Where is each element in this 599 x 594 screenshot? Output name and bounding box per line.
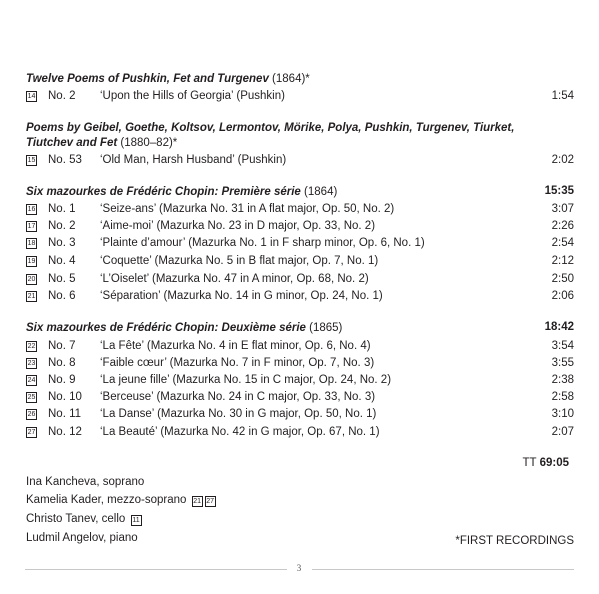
- track-number: 17: [27, 223, 36, 230]
- track-number: 19: [27, 258, 36, 265]
- track-duration: 1:54: [551, 90, 574, 102]
- work-title: [26, 121, 516, 151]
- first-recordings-note: *FIRST RECORDINGS: [455, 535, 574, 547]
- track-song-number: No. 4: [48, 255, 76, 267]
- track-song-number: No. 10: [48, 391, 82, 403]
- track-row: [26, 218, 574, 234]
- track-row: [26, 152, 574, 168]
- work-title-text: Six mazourkes de Frédéric Chopin: Deuxième série: [26, 322, 306, 334]
- performer-name: Kamelia Kader, mezzo-soprano: [26, 494, 187, 506]
- track-description: ‘Upon the Hills of Georgia’ (Pushkin): [100, 90, 285, 102]
- work-total-duration: 18:42: [544, 321, 574, 333]
- track-song-number: No. 8: [48, 357, 76, 369]
- track-duration: 2:58: [551, 391, 574, 403]
- track-song-number: No. 7: [48, 340, 76, 352]
- track-description: ‘La jeune fille’ (Mazurka No. 15 in C major, Op. 24, No. 2): [100, 374, 392, 386]
- track-song-number: No. 9: [48, 374, 76, 386]
- track-row: [26, 88, 574, 104]
- footer-divider-right: [312, 569, 574, 570]
- performer: [26, 492, 216, 508]
- performer-track-ref: 27: [206, 498, 215, 505]
- track-number: 18: [27, 240, 36, 247]
- track-row: [26, 201, 574, 217]
- track-description: ‘Plainte d’amour’ (Mazurka No. 1 in F sharp minor, Op. 6, No. 1): [100, 237, 425, 249]
- track-number: 26: [27, 411, 36, 418]
- performer: [26, 474, 144, 490]
- track-row: [26, 288, 574, 304]
- track-duration: 2:06: [551, 290, 574, 302]
- performer-name: Ina Kancheva, soprano: [26, 476, 145, 488]
- track-row: [26, 372, 574, 388]
- track-duration: 2:12: [551, 255, 574, 267]
- page-number: 3: [296, 563, 302, 573]
- work-title-text: Six mazourkes de Frédéric Chopin: Première série: [26, 186, 301, 198]
- track-description: ‘L’Oiselet’ (Mazurka No. 47 in A minor, Op. 68, No. 2): [100, 273, 369, 285]
- performer: [26, 511, 142, 527]
- track-number: 21: [27, 293, 36, 300]
- work-date: (1864): [304, 186, 338, 198]
- total-time-label: TT: [522, 457, 537, 469]
- track-row: [26, 253, 574, 269]
- track-description: ‘Séparation’ (Mazurka No. 14 in G minor, Op. 24, No. 1): [100, 290, 383, 302]
- track-song-number: No. 12: [48, 426, 82, 438]
- track-duration: 3:54: [551, 340, 574, 352]
- track-description: ‘La Beauté’ (Mazurka No. 42 in G major, Op. 67, No. 1): [100, 426, 380, 438]
- performer-name: Christo Tanev, cello: [26, 513, 126, 525]
- track-row: [26, 355, 574, 371]
- track-description: ‘Coquette’ (Mazurka No. 5 in B flat major, Op. 7, No. 1): [100, 255, 379, 267]
- track-number: 23: [27, 360, 36, 367]
- performer-name: Ludmil Angelov, piano: [26, 532, 138, 544]
- track-song-number: No. 2: [48, 220, 76, 232]
- track-row: [26, 406, 574, 422]
- track-row: [26, 389, 574, 405]
- track-duration: 2:07: [551, 426, 574, 438]
- track-row: [26, 424, 574, 440]
- work-date: (1865): [309, 322, 343, 334]
- work-date: (1864)*: [272, 73, 310, 85]
- track-duration: 3:55: [551, 357, 574, 369]
- performer-track-ref: 11: [132, 517, 140, 524]
- track-song-number: No. 6: [48, 290, 76, 302]
- track-description: ‘Berceuse’ (Mazurka No. 24 in C major, Op. 33, No. 3): [100, 391, 376, 403]
- track-duration: 2:54: [551, 237, 574, 249]
- work-title: [26, 72, 546, 87]
- track-number: 16: [27, 206, 36, 213]
- track-description: ‘Old Man, Harsh Husband’ (Pushkin): [100, 154, 287, 166]
- work-date: (1880–82)*: [120, 137, 178, 149]
- work-total-duration: 15:35: [544, 185, 574, 197]
- track-row: [26, 271, 574, 287]
- track-duration: 2:26: [551, 220, 574, 232]
- total-time-value: 69:05: [539, 457, 569, 469]
- track-song-number: No. 3: [48, 237, 76, 249]
- track-duration: 2:38: [551, 374, 574, 386]
- track-description: ‘Aime-moi’ (Mazurka No. 23 in D major, Op. 33, No. 2): [100, 220, 376, 232]
- track-description: ‘Faible cœur’ (Mazurka No. 7 in F minor, Op. 7, No. 3): [100, 357, 375, 369]
- track-duration: 3:10: [551, 408, 574, 420]
- track-number: 24: [27, 377, 36, 384]
- performer: [26, 530, 138, 546]
- track-number: 27: [27, 429, 36, 436]
- track-song-number: No. 2: [48, 90, 76, 102]
- track-row: [26, 338, 574, 354]
- performer-track-ref: 21: [193, 498, 202, 505]
- work-title-text: Poems by Geibel, Goethe, Koltsov, Lermontov, Mörike, Polya, Pushkin, Turgenev, Tiurket, Tiutchev and Fet: [26, 122, 515, 149]
- track-description: ‘Seize-ans’ (Mazurka No. 31 in A flat major, Op. 50, No. 2): [100, 203, 395, 215]
- work-title-text: Twelve Poems of Pushkin, Fet and Turgenev: [26, 73, 269, 85]
- track-number: 20: [27, 276, 36, 283]
- total-time: [523, 457, 569, 469]
- track-duration: 2:50: [551, 273, 574, 285]
- track-song-number: No. 1: [48, 203, 76, 215]
- track-duration: 3:07: [551, 203, 574, 215]
- track-description: ‘La Fête’ (Mazurka No. 4 in E flat minor, Op. 6, No. 4): [100, 340, 371, 352]
- track-number: 25: [27, 394, 36, 401]
- track-song-number: No. 11: [48, 408, 82, 420]
- work-title: [26, 185, 546, 200]
- footer-divider-left: [25, 569, 287, 570]
- track-description: ‘La Danse’ (Mazurka No. 30 in G major, Op. 50, No. 1): [100, 408, 377, 420]
- track-number: 14: [27, 93, 36, 100]
- track-song-number: No. 53: [48, 154, 82, 166]
- track-song-number: No. 5: [48, 273, 76, 285]
- track-duration: 2:02: [551, 154, 574, 166]
- track-number: 15: [27, 157, 36, 164]
- track-number: 22: [27, 343, 36, 350]
- work-title: [26, 321, 546, 336]
- track-row: [26, 235, 574, 251]
